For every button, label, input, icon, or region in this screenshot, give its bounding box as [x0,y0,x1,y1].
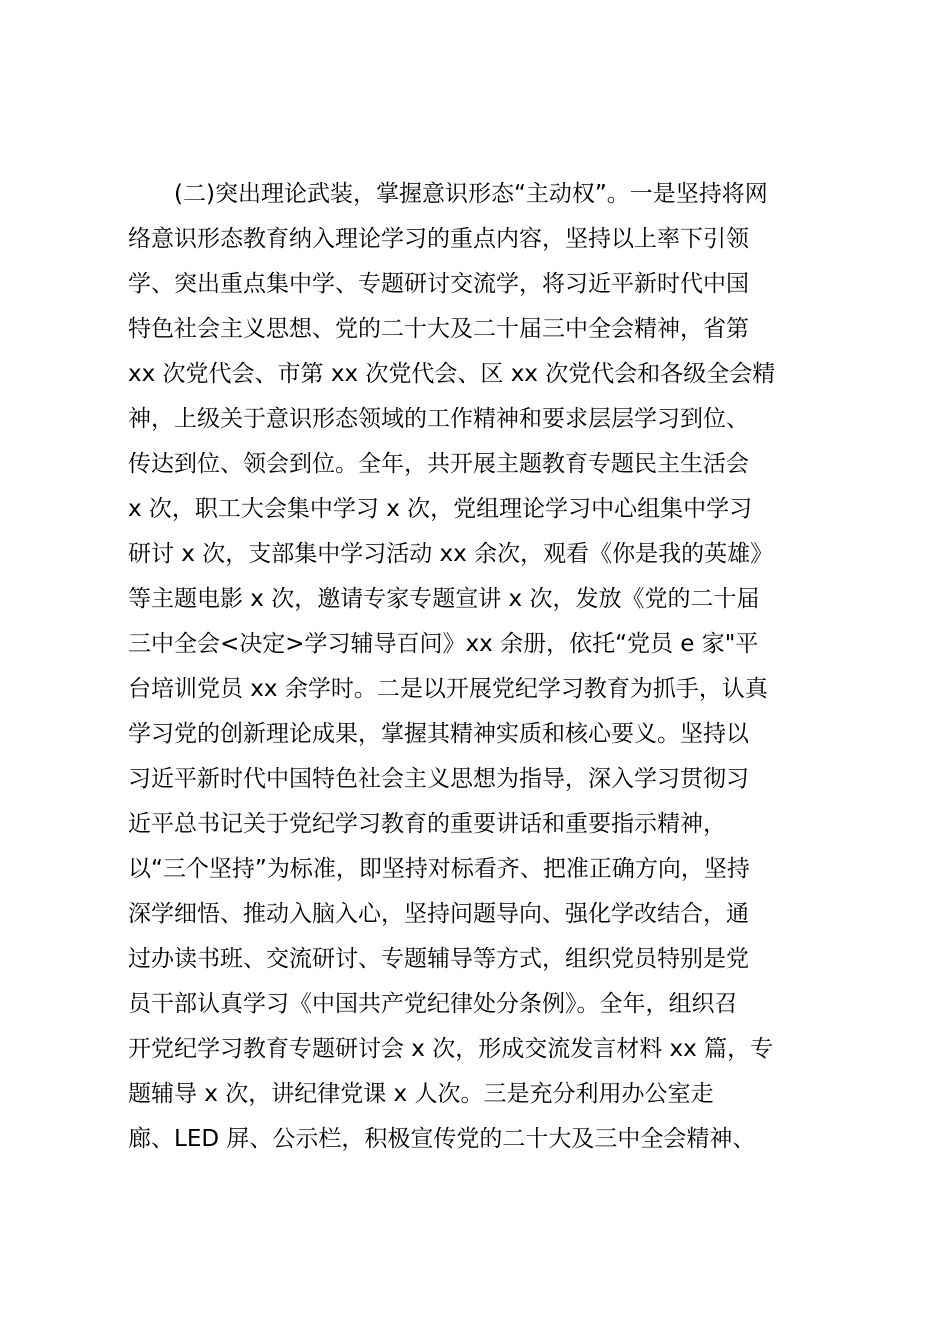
text-line: 三中全会<决定>学习辅导百问》xx 余册，依托“党员 e 家"平 [128,631,759,657]
text-line: 神，上级关于意识形态领域的工作精神和要求层层学习到位、 [128,406,749,432]
text-line: 以“三个坚持”为标准，即坚持对标看齐、把准正确方向，坚持 [128,856,750,882]
text-line: 络意识形态教育纳入理论学习的重点内容，坚持以上率下引领 [128,226,749,252]
text-line: 习近平新时代中国特色社会主义思想为指导，深入学习贯彻习 [128,766,749,792]
text-line: 传达到位、领会到位。全年，共开展主题教育专题民主生活会 [128,451,749,477]
text-line: 台培训党员 xx 余学时。二是以开展党纪学习教育为抓手，认真 [128,676,768,702]
text-line: 深学细悟、推动入脑入心，坚持问题导向、强化学改结合，通 [128,901,749,927]
text-line: 员干部认真学习《中国共产党纪律处分条例》。全年，组织召 [128,991,738,1017]
text-line: 等主题电影 x 次，邀请专家专题宣讲 x 次，发放《党的二十届 [128,586,760,612]
text-line: (二)突出理论武装，掌握意识形态“主动权”。一是坚持将网 [128,181,768,207]
text-line: 近平总书记关于党纪学习教育的重要讲话和重要指示精神， [128,811,726,837]
text-line: 过办读书班、交流研讨、专题辅导等方式，组织党员特别是党 [128,946,749,972]
text-line: 题辅导 x 次，讲纪律党课 x 人次。三是充分利用办公室走 [128,1081,714,1107]
text-line: 特色社会主义思想、党的二十大及二十届三中全会精神，省第 [128,316,749,342]
text-line: xx 次党代会、市第 xx 次党代会、区 xx 次党代会和各级全会精 [128,361,776,387]
text-line: 学、突出重点集中学、专题研讨交流学，将习近平新时代中国 [128,271,749,297]
text-line: 开党纪学习教育专题研讨会 x 次，形成交流发言材料 xx 篇，专 [128,1036,774,1062]
text-line: x 次，职工大会集中学习 x 次，党组理论学习中心组集中学习 [128,496,753,522]
text-line: 研讨 x 次，支部集中学习活动 xx 余次，观看《你是我的英雄》 [128,541,774,567]
text-line: 廊、LED 屏、公示栏，积极宣传党的二十大及三中全会精神、 [128,1126,756,1152]
text-line: 学习党的创新理论成果，掌握其精神实质和核心要义。坚持以 [128,721,749,747]
